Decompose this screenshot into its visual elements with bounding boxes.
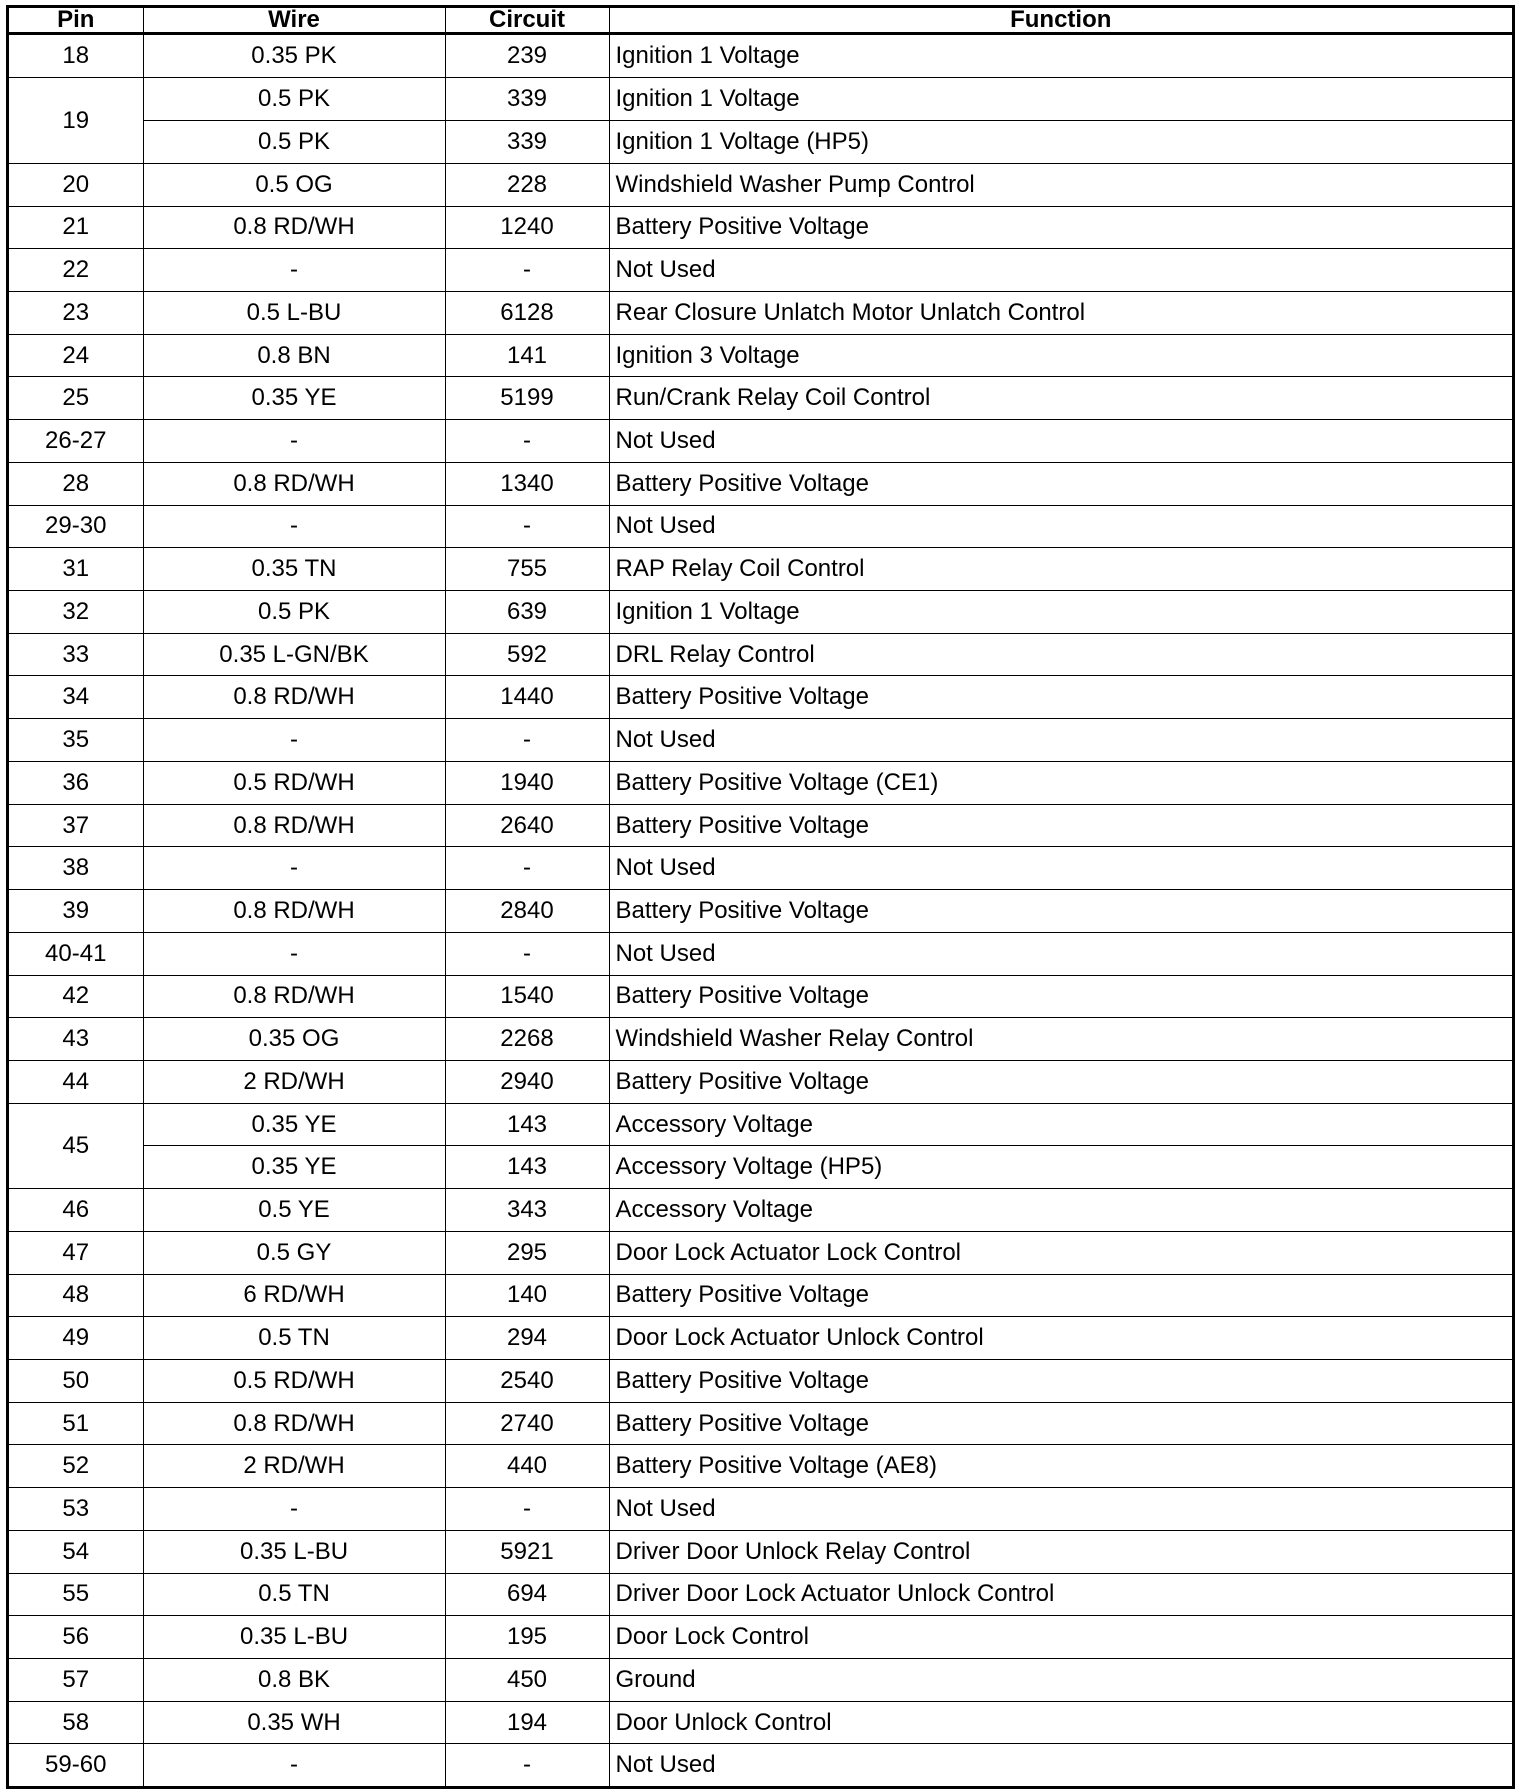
table-row bbox=[9, 1317, 1512, 1360]
circuit-cell: 440 bbox=[445, 1445, 609, 1488]
circuit-cell: - bbox=[445, 420, 609, 463]
circuit-cell: 592 bbox=[445, 633, 609, 676]
pin-cell: 58 bbox=[9, 1701, 143, 1744]
wire-cell: 0.35 L-GN/BK bbox=[143, 633, 445, 676]
wire-cell: 0.8 RD/WH bbox=[143, 890, 445, 933]
pin-cell: 53 bbox=[9, 1488, 143, 1531]
wire-cell: 0.5 YE bbox=[143, 1189, 445, 1232]
pin-cell: 20 bbox=[9, 163, 143, 206]
circuit-cell: 239 bbox=[445, 34, 609, 78]
wire-cell: - bbox=[143, 932, 445, 975]
function-cell: Battery Positive Voltage bbox=[609, 206, 1512, 249]
pin-cell: 48 bbox=[9, 1274, 143, 1317]
circuit-cell: 2840 bbox=[445, 890, 609, 933]
circuit-cell: 1540 bbox=[445, 975, 609, 1018]
header-row bbox=[9, 8, 1512, 34]
table-row bbox=[9, 1530, 1512, 1573]
function-cell: Not Used bbox=[609, 420, 1512, 463]
table-row bbox=[9, 420, 1512, 463]
circuit-cell: 2640 bbox=[445, 804, 609, 847]
wire-cell: - bbox=[143, 420, 445, 463]
function-cell: Not Used bbox=[609, 249, 1512, 292]
table-row bbox=[9, 1146, 1512, 1189]
pin-cell: 56 bbox=[9, 1616, 143, 1659]
circuit-cell: - bbox=[445, 932, 609, 975]
circuit-cell: 140 bbox=[445, 1274, 609, 1317]
pin-cell: 24 bbox=[9, 334, 143, 377]
table-row bbox=[9, 847, 1512, 890]
circuit-cell: 2268 bbox=[445, 1018, 609, 1061]
pin-cell: 46 bbox=[9, 1189, 143, 1232]
pin-cell: 49 bbox=[9, 1317, 143, 1360]
table-row bbox=[9, 1488, 1512, 1531]
function-cell: Door Unlock Control bbox=[609, 1701, 1512, 1744]
circuit-cell: 195 bbox=[445, 1616, 609, 1659]
pin-cell: 45 bbox=[9, 1103, 143, 1188]
table-row bbox=[9, 719, 1512, 762]
header-circuit: Circuit bbox=[445, 8, 609, 34]
pin-cell: 35 bbox=[9, 719, 143, 762]
circuit-cell: 343 bbox=[445, 1189, 609, 1232]
table-row bbox=[9, 676, 1512, 719]
table-row bbox=[9, 975, 1512, 1018]
wire-cell: - bbox=[143, 1488, 445, 1531]
table-row bbox=[9, 78, 1512, 121]
function-cell: Battery Positive Voltage bbox=[609, 890, 1512, 933]
function-cell: Not Used bbox=[609, 1744, 1512, 1786]
table-row bbox=[9, 1402, 1512, 1445]
function-cell: Accessory Voltage bbox=[609, 1103, 1512, 1146]
function-cell: Ground bbox=[609, 1659, 1512, 1702]
pin-cell: 32 bbox=[9, 591, 143, 634]
circuit-cell: 194 bbox=[445, 1701, 609, 1744]
circuit-cell: 1340 bbox=[445, 462, 609, 505]
wire-cell: 0.8 BN bbox=[143, 334, 445, 377]
table-row bbox=[9, 1616, 1512, 1659]
table-row bbox=[9, 1018, 1512, 1061]
wire-cell: 0.5 L-BU bbox=[143, 292, 445, 335]
pin-cell: 43 bbox=[9, 1018, 143, 1061]
pin-cell: 19 bbox=[9, 78, 143, 163]
pin-cell: 42 bbox=[9, 975, 143, 1018]
header-pin: Pin bbox=[9, 8, 143, 34]
wire-cell: 0.35 YE bbox=[143, 377, 445, 420]
function-cell: Battery Positive Voltage bbox=[609, 804, 1512, 847]
wire-cell: 0.5 RD/WH bbox=[143, 1359, 445, 1402]
table-body bbox=[9, 34, 1512, 1787]
table-row bbox=[9, 1744, 1512, 1786]
pin-cell: 37 bbox=[9, 804, 143, 847]
pin-cell: 28 bbox=[9, 462, 143, 505]
circuit-cell: - bbox=[445, 249, 609, 292]
wire-cell: 0.35 TN bbox=[143, 548, 445, 591]
circuit-cell: 6128 bbox=[445, 292, 609, 335]
wire-cell: 6 RD/WH bbox=[143, 1274, 445, 1317]
pin-cell: 29-30 bbox=[9, 505, 143, 548]
pin-cell: 31 bbox=[9, 548, 143, 591]
table-row bbox=[9, 1231, 1512, 1274]
table-row bbox=[9, 34, 1512, 78]
connector-pinout-table-frame bbox=[6, 5, 1515, 1789]
table-row bbox=[9, 804, 1512, 847]
function-cell: Battery Positive Voltage bbox=[609, 1060, 1512, 1103]
pin-cell: 36 bbox=[9, 761, 143, 804]
circuit-cell: 694 bbox=[445, 1573, 609, 1616]
wire-cell: - bbox=[143, 719, 445, 762]
wire-cell: 0.35 L-BU bbox=[143, 1530, 445, 1573]
circuit-cell: - bbox=[445, 719, 609, 762]
circuit-cell: 2940 bbox=[445, 1060, 609, 1103]
wire-cell: - bbox=[143, 847, 445, 890]
wire-cell: 0.8 RD/WH bbox=[143, 804, 445, 847]
pin-cell: 25 bbox=[9, 377, 143, 420]
pin-cell: 50 bbox=[9, 1359, 143, 1402]
function-cell: Ignition 1 Voltage bbox=[609, 78, 1512, 121]
circuit-cell: - bbox=[445, 847, 609, 890]
wire-cell: 0.35 WH bbox=[143, 1701, 445, 1744]
circuit-cell: 1440 bbox=[445, 676, 609, 719]
pin-cell: 38 bbox=[9, 847, 143, 890]
circuit-cell: 639 bbox=[445, 591, 609, 634]
circuit-cell: 450 bbox=[445, 1659, 609, 1702]
function-cell: Door Lock Control bbox=[609, 1616, 1512, 1659]
pin-cell: 51 bbox=[9, 1402, 143, 1445]
circuit-cell: 5199 bbox=[445, 377, 609, 420]
wire-cell: 2 RD/WH bbox=[143, 1060, 445, 1103]
pin-cell: 33 bbox=[9, 633, 143, 676]
table-row bbox=[9, 334, 1512, 377]
function-cell: DRL Relay Control bbox=[609, 633, 1512, 676]
header-wire: Wire bbox=[143, 8, 445, 34]
pin-cell: 47 bbox=[9, 1231, 143, 1274]
wire-cell: 0.8 RD/WH bbox=[143, 1402, 445, 1445]
circuit-cell: 295 bbox=[445, 1231, 609, 1274]
function-cell: Not Used bbox=[609, 1488, 1512, 1531]
circuit-cell: 755 bbox=[445, 548, 609, 591]
wire-cell: 0.8 BK bbox=[143, 1659, 445, 1702]
pin-cell: 23 bbox=[9, 292, 143, 335]
wire-cell: 0.5 OG bbox=[143, 163, 445, 206]
wire-cell: 0.35 PK bbox=[143, 34, 445, 78]
wire-cell: - bbox=[143, 505, 445, 548]
function-cell: Run/Crank Relay Coil Control bbox=[609, 377, 1512, 420]
circuit-cell: 5921 bbox=[445, 1530, 609, 1573]
function-cell: Accessory Voltage (HP5) bbox=[609, 1146, 1512, 1189]
table-row bbox=[9, 932, 1512, 975]
function-cell: Battery Positive Voltage bbox=[609, 1359, 1512, 1402]
pin-cell: 22 bbox=[9, 249, 143, 292]
table-row bbox=[9, 249, 1512, 292]
wire-cell: 0.5 TN bbox=[143, 1317, 445, 1360]
function-cell: Ignition 1 Voltage bbox=[609, 591, 1512, 634]
wire-cell: 0.5 TN bbox=[143, 1573, 445, 1616]
table-row bbox=[9, 462, 1512, 505]
function-cell: Windshield Washer Relay Control bbox=[609, 1018, 1512, 1061]
wire-cell: 0.5 GY bbox=[143, 1231, 445, 1274]
circuit-cell: 143 bbox=[445, 1103, 609, 1146]
table-row bbox=[9, 761, 1512, 804]
wire-cell: 0.35 OG bbox=[143, 1018, 445, 1061]
function-cell: Battery Positive Voltage bbox=[609, 1402, 1512, 1445]
function-cell: Driver Door Unlock Relay Control bbox=[609, 1530, 1512, 1573]
wire-cell: 0.8 RD/WH bbox=[143, 462, 445, 505]
table-row bbox=[9, 633, 1512, 676]
pin-cell: 57 bbox=[9, 1659, 143, 1702]
table-row bbox=[9, 163, 1512, 206]
table-row bbox=[9, 377, 1512, 420]
function-cell: Battery Positive Voltage (AE8) bbox=[609, 1445, 1512, 1488]
function-cell: Rear Closure Unlatch Motor Unlatch Control bbox=[609, 292, 1512, 335]
pin-cell: 21 bbox=[9, 206, 143, 249]
wire-cell: 0.35 YE bbox=[143, 1103, 445, 1146]
wire-cell: 0.35 YE bbox=[143, 1146, 445, 1189]
circuit-cell: 1240 bbox=[445, 206, 609, 249]
table-row bbox=[9, 1445, 1512, 1488]
circuit-cell: 2540 bbox=[445, 1359, 609, 1402]
circuit-cell: 339 bbox=[445, 121, 609, 164]
function-cell: Not Used bbox=[609, 847, 1512, 890]
pin-cell: 52 bbox=[9, 1445, 143, 1488]
table-row bbox=[9, 1189, 1512, 1232]
wire-cell: - bbox=[143, 249, 445, 292]
circuit-cell: 228 bbox=[445, 163, 609, 206]
table-row bbox=[9, 1701, 1512, 1744]
function-cell: RAP Relay Coil Control bbox=[609, 548, 1512, 591]
pin-cell: 40-41 bbox=[9, 932, 143, 975]
wire-cell: 0.5 PK bbox=[143, 78, 445, 121]
wire-cell: 0.5 RD/WH bbox=[143, 761, 445, 804]
function-cell: Windshield Washer Pump Control bbox=[609, 163, 1512, 206]
circuit-cell: - bbox=[445, 1744, 609, 1786]
pin-cell: 39 bbox=[9, 890, 143, 933]
pin-cell: 18 bbox=[9, 34, 143, 78]
function-cell: Ignition 3 Voltage bbox=[609, 334, 1512, 377]
circuit-cell: 141 bbox=[445, 334, 609, 377]
table-row bbox=[9, 1103, 1512, 1146]
table-row bbox=[9, 1573, 1512, 1616]
table-row bbox=[9, 548, 1512, 591]
function-cell: Not Used bbox=[609, 719, 1512, 762]
circuit-cell: 339 bbox=[445, 78, 609, 121]
table-row bbox=[9, 1060, 1512, 1103]
wire-cell: 0.5 PK bbox=[143, 591, 445, 634]
circuit-cell: 294 bbox=[445, 1317, 609, 1360]
circuit-cell: - bbox=[445, 505, 609, 548]
function-cell: Door Lock Actuator Unlock Control bbox=[609, 1317, 1512, 1360]
pin-cell: 54 bbox=[9, 1530, 143, 1573]
pin-cell: 34 bbox=[9, 676, 143, 719]
function-cell: Door Lock Actuator Lock Control bbox=[609, 1231, 1512, 1274]
function-cell: Not Used bbox=[609, 932, 1512, 975]
circuit-cell: 1940 bbox=[445, 761, 609, 804]
wire-cell: 0.8 RD/WH bbox=[143, 676, 445, 719]
table-row bbox=[9, 1659, 1512, 1702]
connector-pinout-table bbox=[9, 8, 1512, 1786]
function-cell: Battery Positive Voltage bbox=[609, 975, 1512, 1018]
pin-cell: 55 bbox=[9, 1573, 143, 1616]
table-row bbox=[9, 1359, 1512, 1402]
function-cell: Driver Door Lock Actuator Unlock Control bbox=[609, 1573, 1512, 1616]
function-cell: Accessory Voltage bbox=[609, 1189, 1512, 1232]
wire-cell: 0.8 RD/WH bbox=[143, 975, 445, 1018]
table-header bbox=[9, 8, 1512, 34]
table-row bbox=[9, 206, 1512, 249]
wire-cell: - bbox=[143, 1744, 445, 1786]
wire-cell: 0.35 L-BU bbox=[143, 1616, 445, 1659]
table-row bbox=[9, 591, 1512, 634]
table-row bbox=[9, 121, 1512, 164]
function-cell: Ignition 1 Voltage bbox=[609, 34, 1512, 78]
circuit-cell: 143 bbox=[445, 1146, 609, 1189]
wire-cell: 2 RD/WH bbox=[143, 1445, 445, 1488]
function-cell: Ignition 1 Voltage (HP5) bbox=[609, 121, 1512, 164]
circuit-cell: 2740 bbox=[445, 1402, 609, 1445]
table-row bbox=[9, 505, 1512, 548]
function-cell: Battery Positive Voltage bbox=[609, 462, 1512, 505]
header-function: Function bbox=[609, 8, 1512, 34]
function-cell: Battery Positive Voltage (CE1) bbox=[609, 761, 1512, 804]
pin-cell: 59-60 bbox=[9, 1744, 143, 1786]
table-row bbox=[9, 1274, 1512, 1317]
pin-cell: 44 bbox=[9, 1060, 143, 1103]
wire-cell: 0.5 PK bbox=[143, 121, 445, 164]
circuit-cell: - bbox=[445, 1488, 609, 1531]
function-cell: Not Used bbox=[609, 505, 1512, 548]
function-cell: Battery Positive Voltage bbox=[609, 1274, 1512, 1317]
function-cell: Battery Positive Voltage bbox=[609, 676, 1512, 719]
wire-cell: 0.8 RD/WH bbox=[143, 206, 445, 249]
pin-cell: 26-27 bbox=[9, 420, 143, 463]
table-row bbox=[9, 890, 1512, 933]
table-row bbox=[9, 292, 1512, 335]
